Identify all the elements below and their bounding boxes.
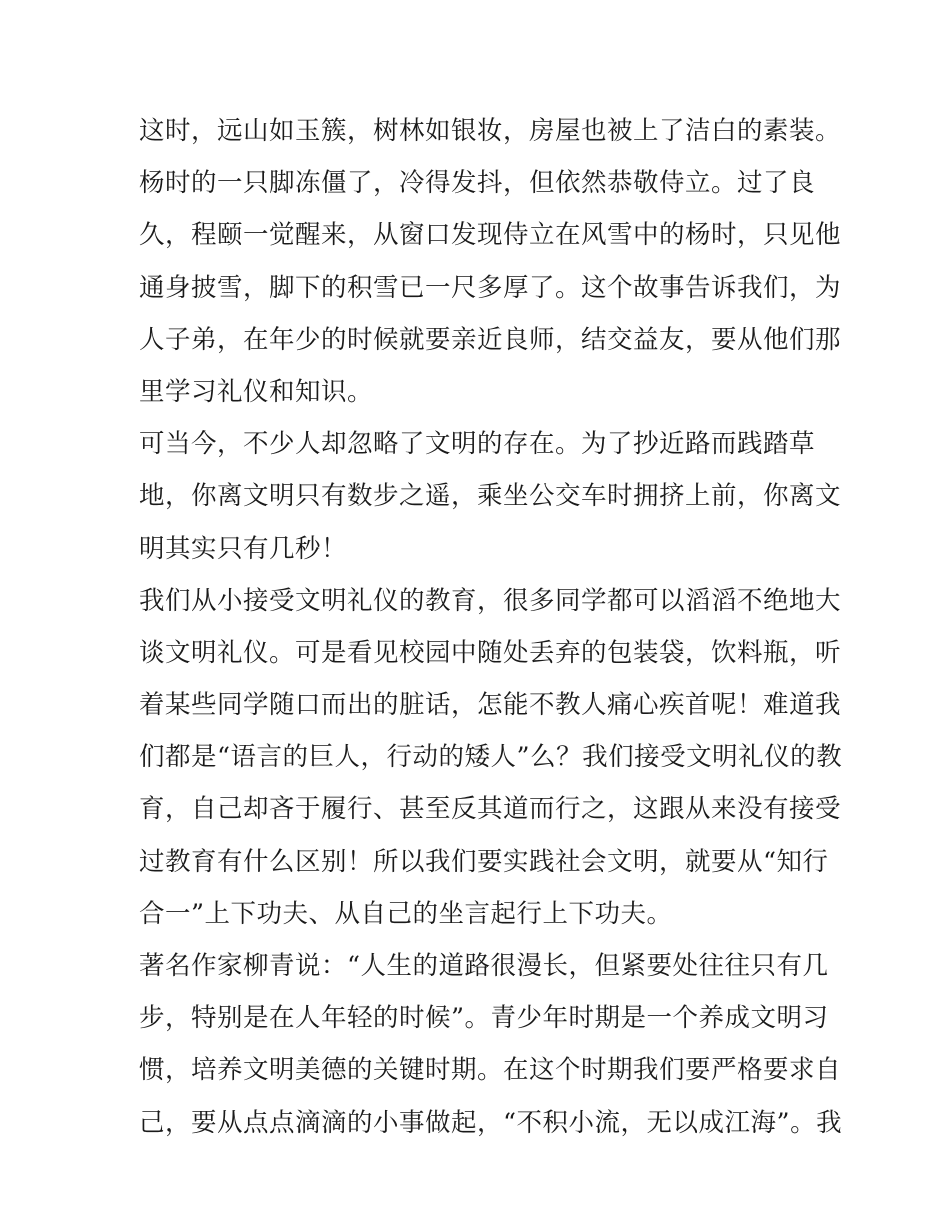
text-line: 里学习礼仪和知识。 [139, 376, 374, 407]
text-line: 过教育有什么区别！所以我们要实践社会文明，就要从“知行 [139, 846, 829, 877]
text-line: 地，你离文明只有数步之遥，乘坐公交车时拥挤上前，你离文 [139, 481, 842, 512]
text-line: 杨时的一只脚冻僵了，冷得发抖，但依然恭敬侍立。过了良 [139, 168, 816, 199]
text-line: 惯，培养文明美德的关键时期。在这个时期我们要严格要求自 [139, 1055, 842, 1086]
text-line: 人子弟，在年少的时候就要亲近良师，结交益友，要从他们那 [139, 324, 842, 355]
text-line: 我们从小接受文明礼仪的教育，很多同学都可以滔滔不绝地大 [139, 585, 842, 616]
text-line: 久，程颐一觉醒来，从窗口发现侍立在风雪中的杨时，只见他 [139, 220, 842, 251]
body-text [139, 105, 843, 1149]
text-line: 着某些同学随口而出的脏话，怎能不教人痛心疾首呢！难道我 [139, 690, 842, 721]
text-line: 通身披雪，脚下的积雪已一尺多厚了。这个故事告诉我们，为 [139, 272, 842, 303]
text-line: 明其实只有几秒！ [139, 533, 348, 564]
text-line: 们都是“语言的巨人，行动的矮人”么？我们接受文明礼仪的教 [139, 742, 843, 773]
text-line: 这时，远山如玉簇，树林如银妆，房屋也被上了洁白的素装。 [139, 116, 842, 146]
text-line: 合一”上下功夫、从自己的坐言起行上下功夫。 [139, 898, 673, 929]
text-line: 己，要从点点滴滴的小事做起，“不积小流，无以成江海”。我 [139, 1107, 843, 1138]
text-line: 谈文明礼仪。可是看见校园中随处丢弃的包装袋，饮料瓶，听 [139, 637, 842, 668]
text-line: 可当今，不少人却忽略了文明的存在。为了抄近路而践踏草 [139, 429, 816, 460]
text-line: 著名作家柳青说：“人生的道路很漫长，但紧要处往往只有几 [139, 951, 829, 981]
text-line: 步，特别是在人年轻的时候”。青少年时期是一个养成文明习 [139, 1003, 829, 1034]
text-line: 育，自己却吝于履行、甚至反其道而行之，这跟从来没有接受 [139, 794, 842, 825]
